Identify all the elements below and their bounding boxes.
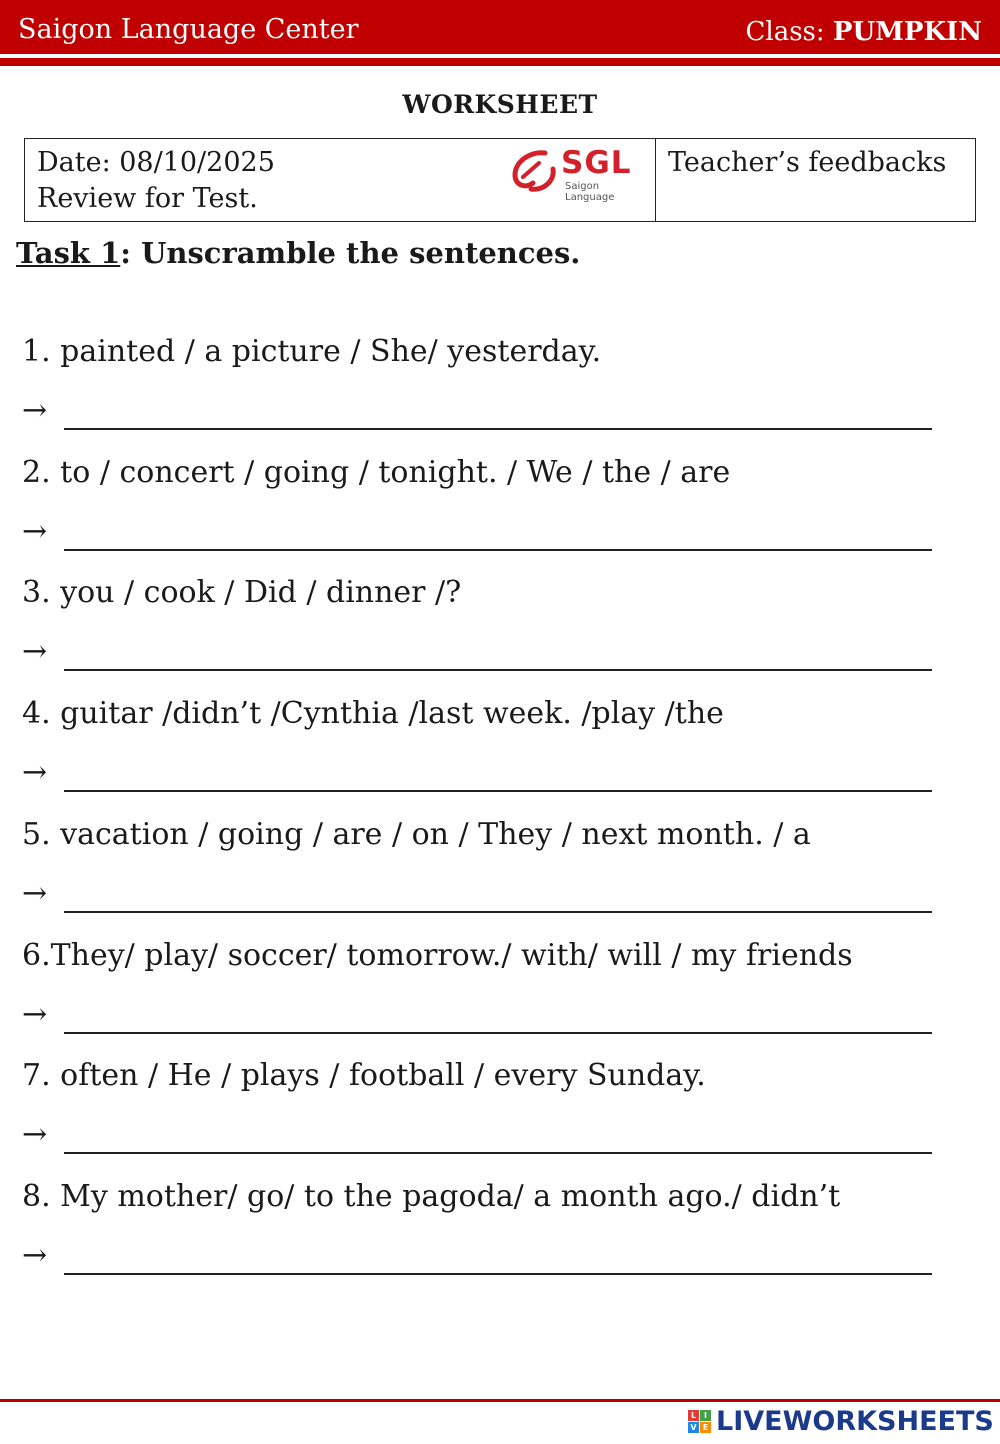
exercise-item: 6.They/ play/ soccer/ tomorrow./ with/ will / my friends	[22, 937, 853, 973]
block-letter: E	[700, 1422, 711, 1433]
answer-blank[interactable]	[64, 790, 932, 792]
logo-subtext: Saigon Language	[565, 181, 615, 203]
class-label: Class:	[745, 17, 825, 47]
arrow-icon: →	[22, 513, 48, 549]
info-left-cell	[25, 139, 656, 221]
task-instruction: : Unscramble the sentences.	[120, 236, 581, 270]
answer-blank[interactable]	[64, 911, 932, 913]
answer-blank[interactable]	[64, 549, 932, 551]
arrow-icon: →	[22, 1117, 48, 1153]
block-letter: V	[688, 1422, 699, 1433]
exercise-item: 1. painted / a picture / She/ yesterday.	[22, 334, 602, 369]
exercise-item: 2. to / concert / going / tonight. / We / the / are	[22, 454, 731, 490]
teacher-feedback-label: Teacher’s feedbacks	[668, 147, 947, 178]
answer-blank[interactable]	[64, 1152, 932, 1154]
sgl-logo	[509, 145, 649, 203]
arrow-icon: →	[22, 755, 48, 791]
info-table	[24, 138, 976, 222]
answer-row	[22, 996, 932, 1040]
exercise-item: 7. often / He / plays / football / every Sunday.	[22, 1058, 706, 1094]
answer-row	[22, 393, 932, 436]
answer-row	[22, 634, 932, 677]
answer-blank[interactable]	[64, 1032, 932, 1034]
review-text: Review for Test.	[37, 183, 258, 214]
arrow-icon: →	[22, 996, 48, 1032]
task-heading	[16, 236, 580, 270]
exercise-item: 8. My mother/ go/ to the pagoda/ a month ago./ didn’t	[22, 1178, 841, 1214]
answer-row	[22, 1237, 932, 1281]
block-letter: L	[688, 1410, 699, 1421]
class-name: PUMPKIN	[832, 17, 982, 47]
logo-text: SGL	[561, 145, 632, 181]
page-title: WORKSHEET	[402, 90, 598, 119]
exercise-item: 3. you / cook / Did / dinner /?	[22, 575, 462, 611]
block-letter: I	[700, 1410, 711, 1421]
liveworksheets-brand: LIVEWORKSHEETS	[716, 1406, 994, 1437]
footer-divider	[0, 1399, 1000, 1402]
arrow-icon: →	[22, 875, 48, 911]
header-bar	[0, 0, 1000, 54]
arrow-icon: →	[22, 393, 48, 428]
answer-row	[22, 513, 932, 557]
answer-row	[22, 875, 932, 919]
task-number: Task 1	[16, 236, 121, 270]
liveworksheets-blocks-icon	[688, 1410, 712, 1434]
class-info	[745, 17, 982, 47]
answer-blank[interactable]	[64, 428, 932, 430]
center-name: Saigon Language Center	[18, 14, 359, 45]
answer-blank[interactable]	[64, 1273, 932, 1275]
exercise-item: 4. guitar /didn’t /Cynthia /last week. /play /the	[22, 696, 724, 732]
liveworksheets-logo	[688, 1406, 994, 1438]
arrow-icon: →	[22, 634, 48, 670]
date-text: Date: 08/10/2025	[37, 147, 275, 178]
answer-row	[22, 1117, 932, 1160]
header-divider	[0, 58, 1000, 66]
arrow-icon: →	[22, 1237, 48, 1273]
sgl-swirl-icon	[509, 149, 559, 193]
exercise-item: 5. vacation / going / are / on / They / next month. / a	[22, 816, 811, 852]
answer-row	[22, 755, 932, 798]
answer-blank[interactable]	[64, 669, 932, 671]
